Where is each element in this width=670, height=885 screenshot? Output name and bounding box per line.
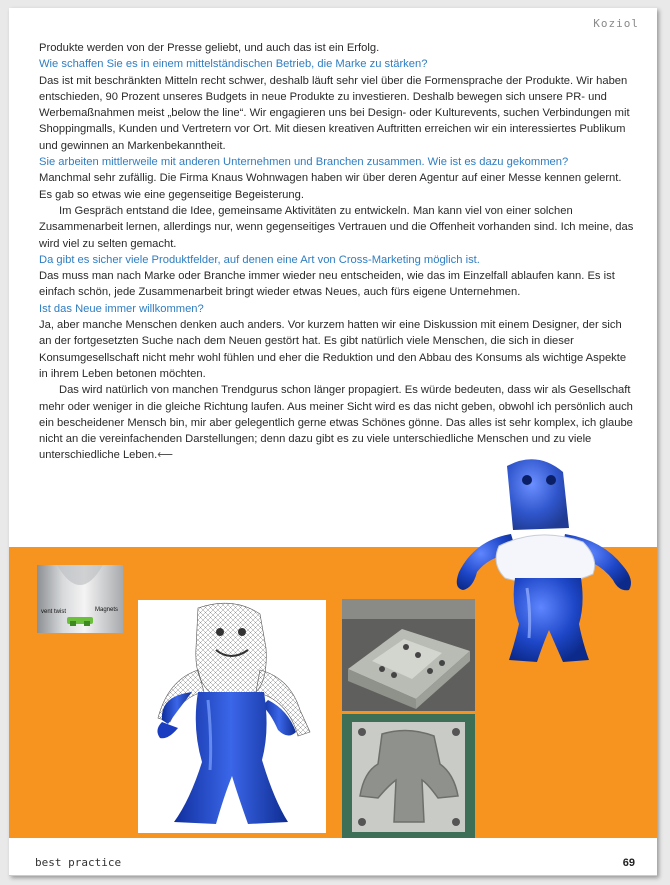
answer-paragraph: Ja, aber manche Menschen denken auch anders. Vor kurzem hatten wir eine Diskussion mit einem Designer, der sich an der fortgesetzten Suche nach dem Neuen gestört hat. Es gibt natürlich viele Menschen, die sich in dieser Konsumgesellschaft nicht mehr wohl fühlen und eher die Reduktion und den Abbau des Konsums als wichtige Aspekte in ihrem Leben betonen möchten. xyxy=(39,319,627,380)
footer-divider xyxy=(9,875,657,876)
section-footer: best practice xyxy=(35,856,122,869)
answer-paragraph: Manchmal sehr zufällig. Die Firma Knaus Wohnwagen haben wir über deren Agentur auf einer Messe kennen gelernt. Es gab so etwas wie eine gegenseitige Begeisterung. xyxy=(39,172,622,201)
question-paragraph: Ist das Neue immer willkommen? xyxy=(39,302,204,315)
question-paragraph: Da gibt es sicher viele Produktfelder, auf denen eine Art von Cross-Marketing möglich ist. xyxy=(39,253,480,266)
question-paragraph: Wie schaffen Sie es in einem mittelständischen Betrieb, die Marke zu stärken? xyxy=(39,58,428,71)
answer-paragraph: Das muss man nach Marke oder Branche immer wieder neu entscheiden, wie das im Einzelfall ablaufen kann. Es ist einfach schön, jede Zusammenarbeit bringt wieder etwas Neues, auch fürs eigene Unternehmen. xyxy=(39,270,615,299)
cad-figure-photo xyxy=(138,600,326,833)
mold-cavity-photo xyxy=(342,714,475,838)
blue-figure-product-photo xyxy=(433,454,657,666)
magnets-label: Magnets xyxy=(95,607,119,613)
end-arrow-icon: ⟵ xyxy=(157,449,173,462)
running-head: Koziol xyxy=(593,17,639,30)
answer-paragraph xyxy=(39,382,637,463)
question-paragraph: Sie arbeiten mittlerweile mit anderen Unternehmen und Branchen zusammen. Wie ist es dazu gekommen? xyxy=(39,156,569,169)
hinge-detail-photo xyxy=(37,565,123,633)
vent-twist-label: vent twist xyxy=(41,609,67,615)
magazine-page xyxy=(9,8,657,876)
page-number: 69 xyxy=(622,857,635,869)
answer-paragraph: Im Gespräch entstand die Idee, gemeinsame Aktivitäten zu entwickeln. Man kann viel von einer solchen Zusammenarbeit lernen, allerdings nur, wenn gegenseitiges Vertrauen und die Offenheit vorhanden sind. Ich meine, das wird viel zu selten gemacht. xyxy=(39,204,634,250)
answer-paragraph: Produkte werden von der Presse geliebt, und auch das ist ein Erfolg. xyxy=(39,42,380,54)
answer-text: Das wird natürlich von manchen Trendgurus schon länger propagiert. Es würde bedeuten, dass wir als Gesellschaft mehr oder weniger in die gleiche Richtung laufen. Aus meiner Sicht wird es das nicht geben, obwohl ich persönlich auch ein bescheidener Mensch bin, mir aber gelegentlich gerne etwas Schönes gönne. Das alles ist sehr komplex, ich glaube nicht an die vereinfachenden Darstellungen; denn dazu gibt es zu viele unterschiedliche Menschen und zu viele unterschiedliche Leben. xyxy=(39,384,633,462)
answer-paragraph: Das ist mit beschränkten Mitteln recht schwer, deshalb läuft sehr viel über die Formensprache der Produkte. Wir haben entschieden, 90 Prozent unseres Budgets in neue Produkte zu investieren. Deshalb bewegen sich unsere PR- und Werbemaßnahmen meist „below the line“. Wir engagieren uns bei Design- oder Kulturevents, suchen Verbindungen mit Shoppingmalls, Kunden und Vertretern vor Ort. Mit diesen kreativen Auftritten erreichen wir ein interessiertes Publikum und gewinnen an Markenbekanntheit. xyxy=(39,74,630,152)
article-body xyxy=(39,40,637,464)
